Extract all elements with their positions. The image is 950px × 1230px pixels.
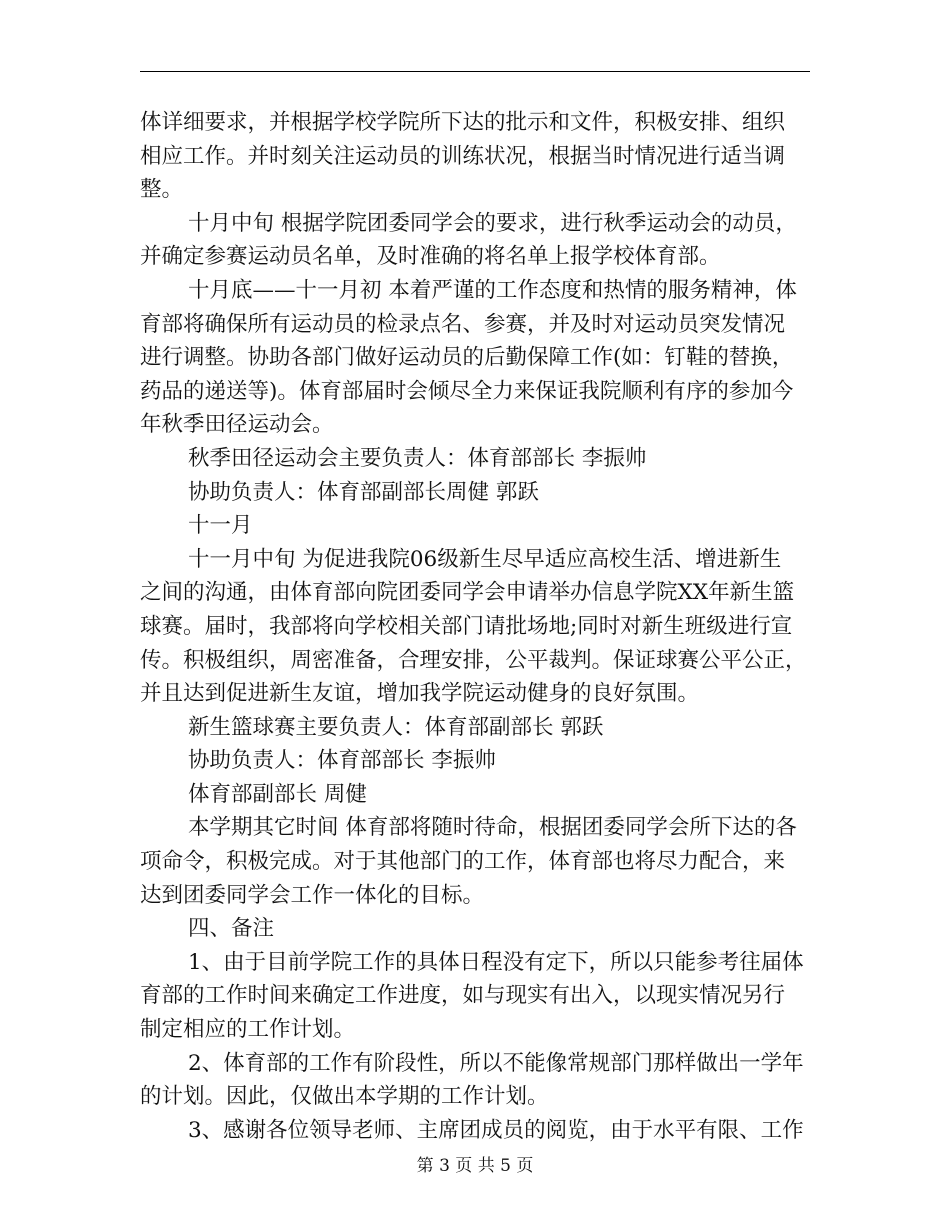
text-line: 秋季田径运动会主要负责人：体育部部长 李振帅 xyxy=(188,445,647,471)
text-line: 1、由于目前学院工作的具体日程没有定下，所以只能参考往届体 xyxy=(188,949,804,975)
text-line: 药品的递送等)。体育部届时会倾尽全力来保证我院顺利有序的参加今 xyxy=(140,378,794,404)
text-line: 协助负责人：体育部部长 李振帅 xyxy=(188,748,496,774)
text-line: 3、感谢各位领导老师、主席团成员的阅览，由于水平有限、工作 xyxy=(188,1117,804,1143)
text-line: 十月底——十一月初 本着严谨的工作态度和热情的服务精神，体 xyxy=(188,277,797,303)
text-line: 球赛。届时，我部将向学校相关部门请批场地;同时对新生班级进行宣 xyxy=(140,613,793,639)
text-line: 2、体育部的工作有阶段性，所以不能像常规部门那样做出一学年 xyxy=(188,1050,804,1076)
text-line: 体详细要求，并根据学校学院所下达的批示和文件，积极安排、组织 xyxy=(140,110,786,135)
text-line: 十一月 xyxy=(188,513,253,539)
text-line: 育部将确保所有运动员的检录点名、参赛，并及时对运动员突发情况 xyxy=(140,311,786,337)
text-line: 进行调整。协助各部门做好运动员的后勤保障工作(如：钉鞋的替换， xyxy=(140,345,794,371)
text-line: 的计划。因此，仅做出本学期的工作计划。 xyxy=(140,1084,549,1110)
text-line: 体育部副部长 周健 xyxy=(188,781,367,807)
text-line: 十一月中旬 为促进我院06级新生尽早适应高校生活、增进新生 xyxy=(188,546,782,572)
text-line: 之间的沟通，由体育部向院团委同学会申请举办信息学院XX年新生篮 xyxy=(140,580,795,606)
text-line: 年秋季田径运动会。 xyxy=(140,412,334,438)
text-line: 相应工作。并时刻关注运动员的训练状况，根据当时情况进行适当调 xyxy=(140,143,786,169)
text-line: 育部的工作时间来确定工作进度，如与现实有出入，以现实情况另行 xyxy=(140,983,786,1009)
text-line: 本学期其它时间 体育部将随时待命，根据团委同学会所下达的各 xyxy=(188,815,797,841)
text-line: 十月中旬 根据学院团委同学会的要求，进行秋季运动会的动员， xyxy=(188,210,797,236)
text-line: 并且达到促进新生友谊，增加我学院运动健身的良好氛围。 xyxy=(140,681,700,707)
text-line: 并确定参赛运动员名单，及时准确的将名单上报学校体育部。 xyxy=(140,244,721,270)
page-number: 第 3 页 共 5 页 xyxy=(416,1156,534,1176)
text-line: 四、备注 xyxy=(188,916,275,942)
text-line: 传。积极组织，周密准备，合理安排，公平裁判。保证球赛公平公正， xyxy=(140,647,807,673)
text-line: 项命令，积极完成。对于其他部门的工作，体育部也将尽力配合，来 xyxy=(140,849,786,875)
header-rule xyxy=(140,71,810,72)
text-line: 整。 xyxy=(140,177,184,203)
text-line: 达到团委同学会工作一体化的目标。 xyxy=(140,882,485,908)
text-line: 协助负责人：体育部副部长周健 郭跃 xyxy=(188,479,539,505)
document-body xyxy=(140,106,810,1147)
text-line: 制定相应的工作计划。 xyxy=(140,1017,356,1043)
text-line: 新生篮球赛主要负责人：体育部副部长 郭跃 xyxy=(188,714,604,740)
